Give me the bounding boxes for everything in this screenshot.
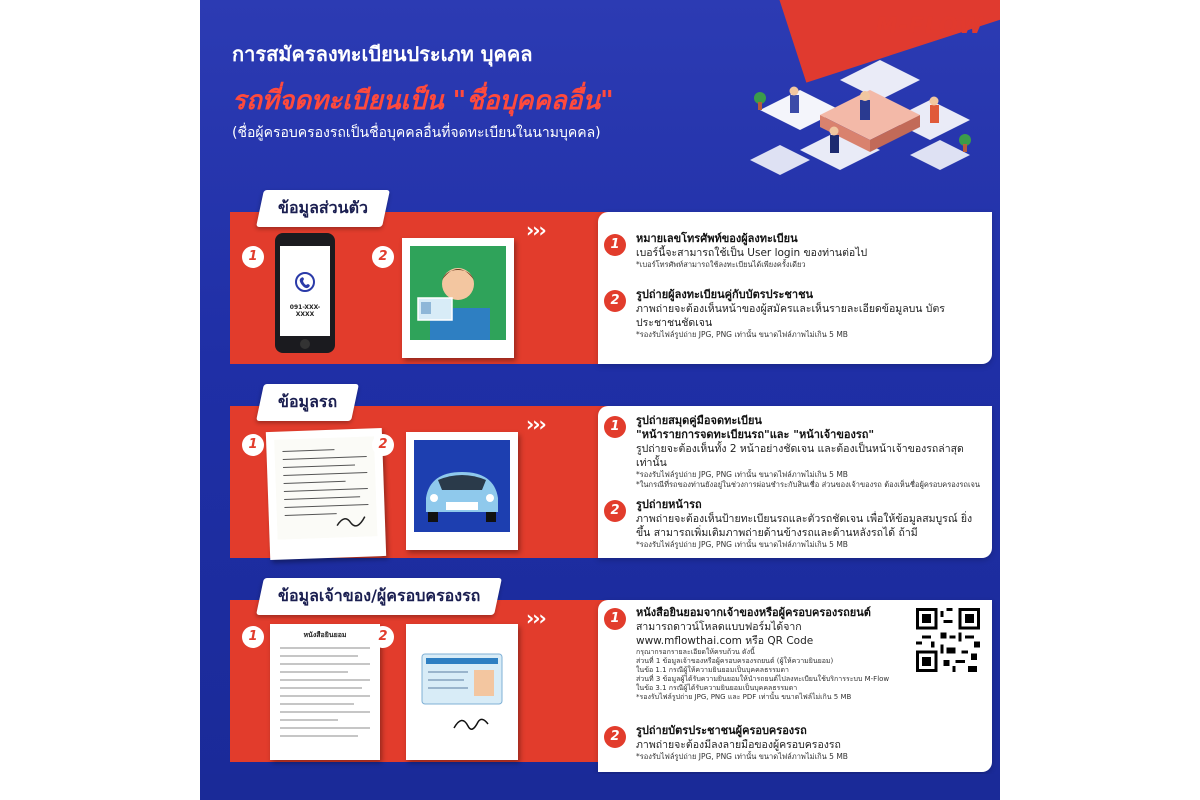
item-title: หมายเลขโทรศัพท์ของผู้ลงทะเบียน: [636, 232, 798, 245]
header-subtitle: รถที่จดทะเบียนเป็น "ชื่อบุคคลอื่น": [232, 86, 614, 116]
step-number: 2: [372, 434, 394, 456]
brand-logo: M-FLOW: [875, 14, 984, 39]
info-item: [604, 232, 982, 270]
arrows-icon: ›››: [526, 412, 545, 436]
item-number: 2: [604, 290, 626, 312]
item-number: 1: [604, 416, 626, 438]
step-number: 2: [372, 246, 394, 268]
item-note: *รองรับไฟล์รูปถ่าย JPG, PNG เท่านั้น ขนาดไฟล์ภาพไม่เกิน 5 MB: [636, 752, 848, 761]
item-title: รูปถ่ายสมุดคู่มือจดทะเบียน: [636, 414, 762, 427]
id-card-illustration: [414, 632, 510, 752]
car-front-photo: [406, 432, 518, 550]
person-holding-id-illustration: [410, 246, 506, 340]
header-caption: (ชื่อผู้ครอบครองรถเป็นชื่อบุคคลอื่นที่จดทะเบียนในนามบุคคล): [232, 125, 601, 141]
arrows-icon: ›››: [526, 606, 545, 630]
item-number: 2: [604, 500, 626, 522]
item-body: เบอร์นี้จะสามารถใช้เป็น User login ของท่านต่อไป: [636, 247, 868, 259]
phone-number-text: 091-XXX-XXXX: [289, 304, 321, 318]
car-front-illustration: [414, 440, 510, 532]
item-number: 1: [604, 234, 626, 256]
item-body: ภาพถ่ายจะต้องเห็นหน้าของผู้สมัครและเห็นรายละเอียดข้อมูลบน บัตรประชาชนชัดเจน: [636, 303, 945, 329]
info-item: [604, 498, 982, 550]
item-title-secondary: "หน้ารายการจดทะเบียนรถ"และ "หน้าเจ้าของรถ": [636, 428, 875, 441]
section-owner-info: [230, 584, 990, 774]
consent-form-lines: [278, 642, 372, 752]
step-number: 1: [242, 246, 264, 268]
consent-form-photo: [270, 624, 380, 760]
item-note: *รองรับไฟล์รูปถ่าย JPG, PNG และ PDF เท่านั้น ขนาดไฟล์ไม่เกิน 5 MB: [636, 693, 852, 701]
registration-book-photo: [266, 428, 386, 560]
item-title: รูปถ่ายบัตรประชาชนผู้ครอบครองรถ: [636, 724, 807, 737]
consent-form-title: หนังสือยินยอม: [303, 631, 347, 639]
section-info-card: [598, 406, 992, 558]
item-note: *รองรับไฟล์รูปถ่าย JPG, PNG เท่านั้น ขนาดไฟล์ภาพไม่เกิน 5 MB: [636, 330, 848, 339]
header-title: การสมัครลงทะเบียนประเภท บุคคล: [232, 42, 533, 66]
registration-document-illustration: [274, 436, 377, 539]
item-title: หนังสือยินยอมจากเจ้าของหรือผู้ครอบครองรถยนต์: [636, 606, 871, 619]
item-note-secondary: *ในกรณีที่รถของท่านยังอยู่ในช่วงการผ่อนชำระกับสินเชื่อ ส่วนของเจ้าของรถ ต้องเห็นชื่อผู้ครอบครองรถเจน: [636, 480, 981, 489]
item-detail-line: ส่วนที่ 1 ข้อมูลเจ้าของหรือผู้ครอบครองรถยนต์ (ผู้ให้ความยินยอม): [636, 657, 834, 665]
item-number: 1: [604, 608, 626, 630]
item-note: *รองรับไฟล์รูปถ่าย JPG, PNG เท่านั้น ขนาดไฟล์ภาพไม่เกิน 5 MB: [636, 540, 848, 549]
section-info-card: [598, 212, 992, 364]
arrows-icon: ›››: [526, 218, 545, 242]
step-number: 2: [372, 626, 394, 648]
section-title: ข้อมูลรถ: [256, 384, 359, 421]
section-personal-info: [230, 196, 990, 366]
item-title: รูปถ่ายหน้ารถ: [636, 498, 702, 511]
item-number: 2: [604, 726, 626, 748]
qr-code-icon[interactable]: [916, 608, 980, 672]
selfie-with-id-photo: [402, 238, 514, 358]
info-item: [604, 414, 982, 490]
item-detail-line: กรุณากรอกรายละเอียดให้ครบถ้วน ดังนี้: [636, 648, 755, 656]
owner-id-card-photo: [406, 624, 518, 760]
section-title: ข้อมูลเจ้าของ/ผู้ครอบครองรถ: [256, 578, 502, 615]
item-body: ภาพถ่ายจะต้องเห็นป้ายทะเบียนรถและตัวรถชัดเจน เพื่อให้ข้อมูลสมบูรณ์ ยิ่งขึ้น สามารถเพิ่มเติมภาพถ่ายด้านข้างรถและด้านหลังรถได้ ถ้ามี: [636, 513, 973, 539]
phone-illustration: [274, 232, 336, 354]
infographic-poster: [200, 0, 1000, 800]
item-detail-line: ส่วนที่ 3 ข้อมูลผู้ได้รับความยินยอมให้นำรถยนต์ไปลงทะเบียนใช้บริการระบบ M-Flow: [636, 675, 890, 683]
info-item: [604, 288, 982, 340]
office-illustration: [720, 40, 990, 200]
item-note: *เบอร์โทรศัพท์สามารถใช้ลงทะเบียนได้เพียงครั้งเดียว: [636, 260, 806, 269]
item-body: รูปถ่ายจะต้องเห็นทั้ง 2 หน้าอย่างชัดเจน และต้องเป็นหน้าเจ้าของรถล่าสุดเท่านั้น: [636, 443, 964, 469]
section-vehicle-info: [230, 390, 990, 560]
step-number: 1: [242, 434, 264, 456]
info-item: [604, 724, 982, 762]
item-body: สามารถดาวน์โหลดแบบฟอร์มได้จาก www.mflowthai.com หรือ QR Code: [636, 621, 814, 647]
item-detail-line: ในข้อ 3.1 กรณีผู้ได้รับความยินยอมเป็นบุคคลธรรมดา: [636, 684, 798, 692]
item-title: รูปถ่ายผู้ลงทะเบียนคู่กับบัตรประชาชน: [636, 288, 814, 301]
item-detail-line: ในข้อ 1.1 กรณีผู้ให้ความยินยอมเป็นบุคคลธรรมดา: [636, 666, 789, 674]
item-body: ภาพถ่ายจะต้องมีลงลายมือของผู้ครอบครองรถ: [636, 739, 841, 751]
bottom-strip: [200, 774, 1000, 800]
section-info-card: [598, 600, 992, 772]
item-note: *รองรับไฟล์รูปถ่าย JPG, PNG เท่านั้น ขนาดไฟล์ภาพไม่เกิน 5 MB: [636, 470, 848, 479]
step-number: 1: [242, 626, 264, 648]
section-title: ข้อมูลส่วนตัว: [256, 190, 390, 227]
